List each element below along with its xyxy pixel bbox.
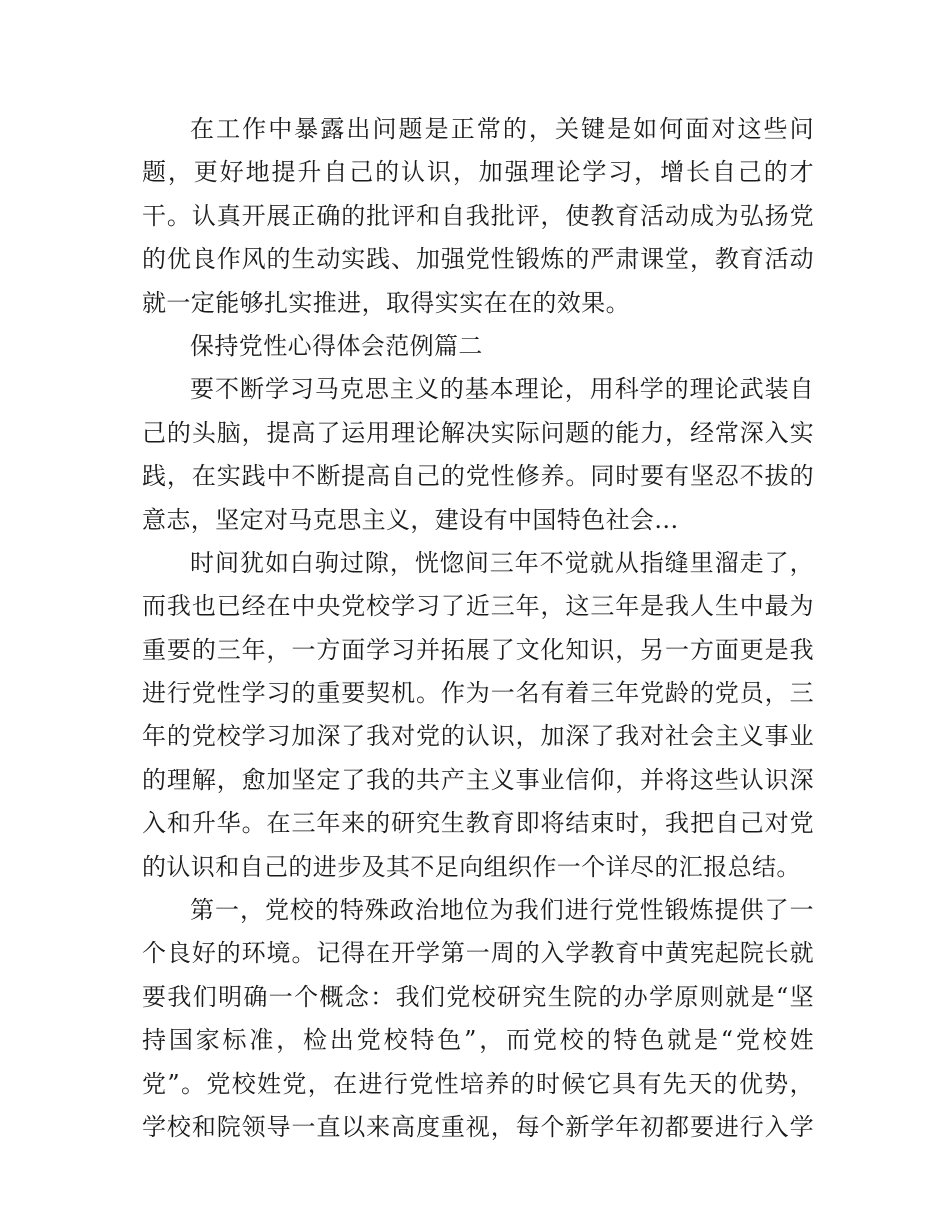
- paragraph-3-line-8: 的认识和自己的进步及其不足向组织作一个详尽的汇报总结。: [142, 852, 801, 881]
- paragraph-2-line-1: 要不断学习马克思主义的基本理论，用科学的理论武装自: [190, 375, 814, 404]
- section-heading: 保持党性心得体会范例篇二: [190, 331, 483, 360]
- document-page: [142, 108, 814, 1149]
- paragraph-4-line-6: 学校和院领导一直以来高度重视，每个新学年初都要进行入学: [142, 1112, 814, 1141]
- paragraph-3-line-5: 年的党校学习加深了我对党的认识，加深了我对社会主义事业: [142, 722, 814, 751]
- paragraph-2-line-4: 意志，坚定对马克思主义，建设有中国特色社会...: [142, 505, 679, 534]
- paragraph-3-line-1: 时间犹如白驹过隙，恍惚间三年不觉就从指缝里溜走了，: [190, 548, 814, 577]
- paragraph-1-line-5: 就一定能够扎实推进，取得实实在在的效果。: [142, 288, 630, 317]
- paragraph-1-line-1: 在工作中暴露出问题是正常的，关键是如何面对这些问: [190, 115, 814, 143]
- paragraph-3-line-7: 入和升华。在三年来的研究生教育即将结束时，我把自己对党: [142, 809, 814, 838]
- paragraph-2-line-2: 己的头脑，提高了运用理论解决实际问题的能力，经常深入实: [142, 418, 814, 447]
- paragraph-4-line-4: 持国家标准，检出党校特色”，而党校的特色就是“党校姓: [142, 1026, 814, 1055]
- paragraph-4-line-2: 个良好的环境。记得在开学第一周的入学教育中黄宪起院长就: [142, 939, 814, 968]
- paragraph-1-line-2: 题，更好地提升自己的认识，加强理论学习，增长自己的才: [142, 158, 814, 187]
- paragraph-3-line-4: 进行党性学习的重要契机。作为一名有着三年党龄的党员，三: [142, 679, 814, 708]
- paragraph-4-line-3: 要我们明确一个概念：我们党校研究生院的办学原则就是“坚: [142, 982, 814, 1011]
- paragraph-3-line-3: 重要的三年，一方面学习并拓展了文化知识，另一方面更是我: [142, 635, 814, 664]
- paragraph-4-line-5: 党”。党校姓党，在进行党性培养的时候它具有先天的优势，: [142, 1069, 814, 1098]
- paragraph-1-line-3: 干。认真开展正确的批评和自我批评，使教育活动成为弘扬党: [142, 201, 814, 230]
- paragraph-3-line-6: 的理解，愈加坚定了我的共产主义事业信仰，并将这些认识深: [142, 765, 814, 794]
- paragraph-3-line-2: 而我也已经在中央党校学习了近三年，这三年是我人生中最为: [142, 592, 814, 621]
- paragraph-2-line-3: 践，在实践中不断提高自己的党性修养。同时要有坚忍不拔的: [142, 462, 814, 491]
- paragraph-4-line-1: 第一，党校的特殊政治地位为我们进行党性锻炼提供了一: [190, 896, 814, 925]
- paragraph-1-line-4: 的优良作风的生动实践、加强党性锻炼的严肃课堂，教育活动: [142, 245, 814, 274]
